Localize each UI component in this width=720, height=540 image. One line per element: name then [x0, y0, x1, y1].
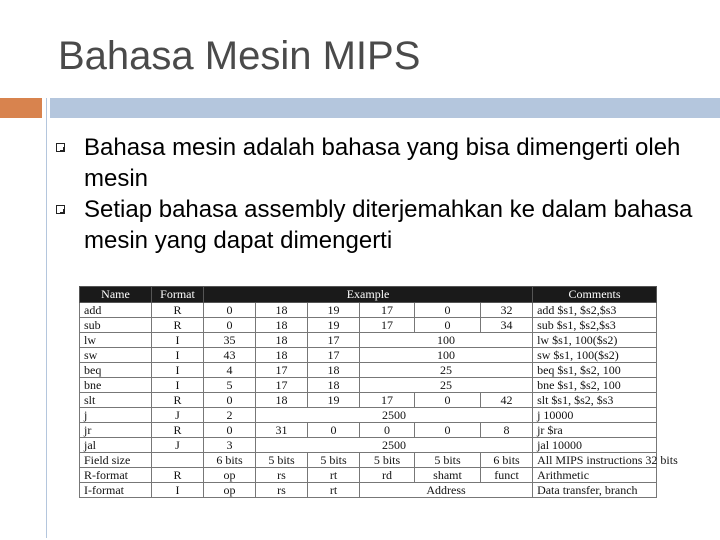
accent-bar-blue [50, 98, 720, 118]
table-cell: 31 [256, 423, 308, 438]
table-cell: 100 [360, 348, 533, 363]
table-cell: I-format [80, 483, 152, 498]
table-cell: I [152, 483, 204, 498]
table-cell: 0 [308, 423, 360, 438]
accent-vertical-line [46, 98, 47, 538]
bullet-item [56, 132, 696, 194]
bullet-text: Setiap bahasa assembly diterjemahkan ke dalam bahasa mesin yang dapat dimengerti [84, 196, 693, 254]
header-example: Example [204, 287, 533, 303]
table-cell: J [152, 438, 204, 453]
table-cell: rt [308, 483, 360, 498]
header-name: Name [80, 287, 152, 303]
table-cell: I [152, 348, 204, 363]
table-cell: All MIPS instructions 32 bits [533, 453, 657, 468]
table-cell: 5 [204, 378, 256, 393]
table-cell: 0 [204, 393, 256, 408]
table-cell: bne $s1, $s2, 100 [533, 378, 657, 393]
table-cell: lw $s1, 100($s2) [533, 333, 657, 348]
table-cell: 100 [360, 333, 533, 348]
table-cell: 0 [415, 318, 481, 333]
table-cell: op [204, 468, 256, 483]
table-row [80, 453, 657, 468]
table-cell: 25 [360, 378, 533, 393]
table-cell: 19 [308, 393, 360, 408]
table-cell: 17 [360, 303, 415, 318]
table-cell: 0 [204, 423, 256, 438]
table-cell: 2500 [256, 408, 533, 423]
table-cell: 35 [204, 333, 256, 348]
table-cell: Data transfer, branch [533, 483, 657, 498]
table-cell: lw [80, 333, 152, 348]
table-cell: bne [80, 378, 152, 393]
table-cell: 6 bits [481, 453, 533, 468]
table-cell: j [80, 408, 152, 423]
mips-instruction-table [79, 286, 678, 498]
bullet-square-icon [56, 205, 65, 214]
table-row [80, 393, 657, 408]
table-cell: 43 [204, 348, 256, 363]
table-row [80, 303, 657, 318]
table-cell: 17 [256, 378, 308, 393]
table-cell: sub $s1, $s2,$s3 [533, 318, 657, 333]
table-cell: 0 [204, 303, 256, 318]
table-cell: 18 [256, 303, 308, 318]
table-cell: j 10000 [533, 408, 657, 423]
table-cell: 17 [308, 333, 360, 348]
table-cell: 18 [308, 378, 360, 393]
table-row [80, 348, 657, 363]
table-cell: add $s1, $s2,$s3 [533, 303, 657, 318]
mips-table [79, 286, 678, 498]
table-cell: 2500 [256, 438, 533, 453]
table-cell: 18 [256, 318, 308, 333]
table-cell: I [152, 363, 204, 378]
table-cell: 5 bits [415, 453, 481, 468]
table-cell: 5 bits [360, 453, 415, 468]
table-cell: J [152, 408, 204, 423]
table-cell: add [80, 303, 152, 318]
table-cell [152, 453, 204, 468]
table-row [80, 423, 657, 438]
table-cell: sw $s1, 100($s2) [533, 348, 657, 363]
table-row [80, 378, 657, 393]
table-cell: R [152, 468, 204, 483]
table-cell: 17 [308, 348, 360, 363]
bullet-item [56, 194, 696, 256]
table-cell: 0 [415, 423, 481, 438]
table-cell: jr [80, 423, 152, 438]
table-cell: 17 [360, 318, 415, 333]
table-cell: 3 [204, 438, 256, 453]
table-cell: 18 [256, 393, 308, 408]
table-cell: 0 [360, 423, 415, 438]
table-row [80, 363, 657, 378]
table-cell: beq [80, 363, 152, 378]
table-cell: 34 [481, 318, 533, 333]
table-cell: rt [308, 468, 360, 483]
table-cell: I [152, 333, 204, 348]
table-cell: Address [360, 483, 533, 498]
table-cell: R [152, 393, 204, 408]
table-row [80, 408, 657, 423]
table-cell: jal 10000 [533, 438, 657, 453]
table-row [80, 318, 657, 333]
table-cell: I [152, 378, 204, 393]
bullet-square-icon [56, 143, 65, 152]
table-cell: 0 [415, 393, 481, 408]
table-cell: 18 [256, 348, 308, 363]
table-cell: 42 [481, 393, 533, 408]
header-comments: Comments [533, 287, 657, 303]
table-row [80, 438, 657, 453]
table-cell: 25 [360, 363, 533, 378]
table-cell: sub [80, 318, 152, 333]
table-cell: rs [256, 483, 308, 498]
table-cell: R [152, 318, 204, 333]
table-cell: 17 [360, 393, 415, 408]
table-cell: 4 [204, 363, 256, 378]
table-cell: Arithmetic [533, 468, 657, 483]
table-cell: 5 bits [308, 453, 360, 468]
table-cell: funct [481, 468, 533, 483]
table-cell: shamt [415, 468, 481, 483]
bullet-list [56, 132, 696, 256]
table-cell: rd [360, 468, 415, 483]
table-cell: R-format [80, 468, 152, 483]
table-cell: 0 [415, 303, 481, 318]
table-cell: jr $ra [533, 423, 657, 438]
table-row [80, 333, 657, 348]
table-cell: beq $s1, $s2, 100 [533, 363, 657, 378]
table-cell: 18 [308, 363, 360, 378]
table-cell: rs [256, 468, 308, 483]
table-cell: 18 [256, 333, 308, 348]
table-cell: slt [80, 393, 152, 408]
table-cell: R [152, 303, 204, 318]
table-cell: 19 [308, 303, 360, 318]
table-cell: 19 [308, 318, 360, 333]
slide-title: Bahasa Mesin MIPS [58, 34, 421, 78]
table-cell: 8 [481, 423, 533, 438]
table-cell: 6 bits [204, 453, 256, 468]
table-cell: Field size [80, 453, 152, 468]
table-cell: slt $s1, $s2, $s3 [533, 393, 657, 408]
accent-bar-orange [0, 98, 42, 118]
header-format: Format [152, 287, 204, 303]
table-cell: jal [80, 438, 152, 453]
table-cell: sw [80, 348, 152, 363]
table-row [80, 468, 657, 483]
table-cell: 5 bits [256, 453, 308, 468]
table-header-row [80, 287, 657, 303]
bullet-text: Bahasa mesin adalah bahasa yang bisa dimengerti oleh mesin [84, 134, 681, 192]
table-row [80, 483, 657, 498]
table-cell: 0 [204, 318, 256, 333]
table-cell: R [152, 423, 204, 438]
table-cell: 32 [481, 303, 533, 318]
table-cell: 17 [256, 363, 308, 378]
table-cell: op [204, 483, 256, 498]
table-cell: 2 [204, 408, 256, 423]
